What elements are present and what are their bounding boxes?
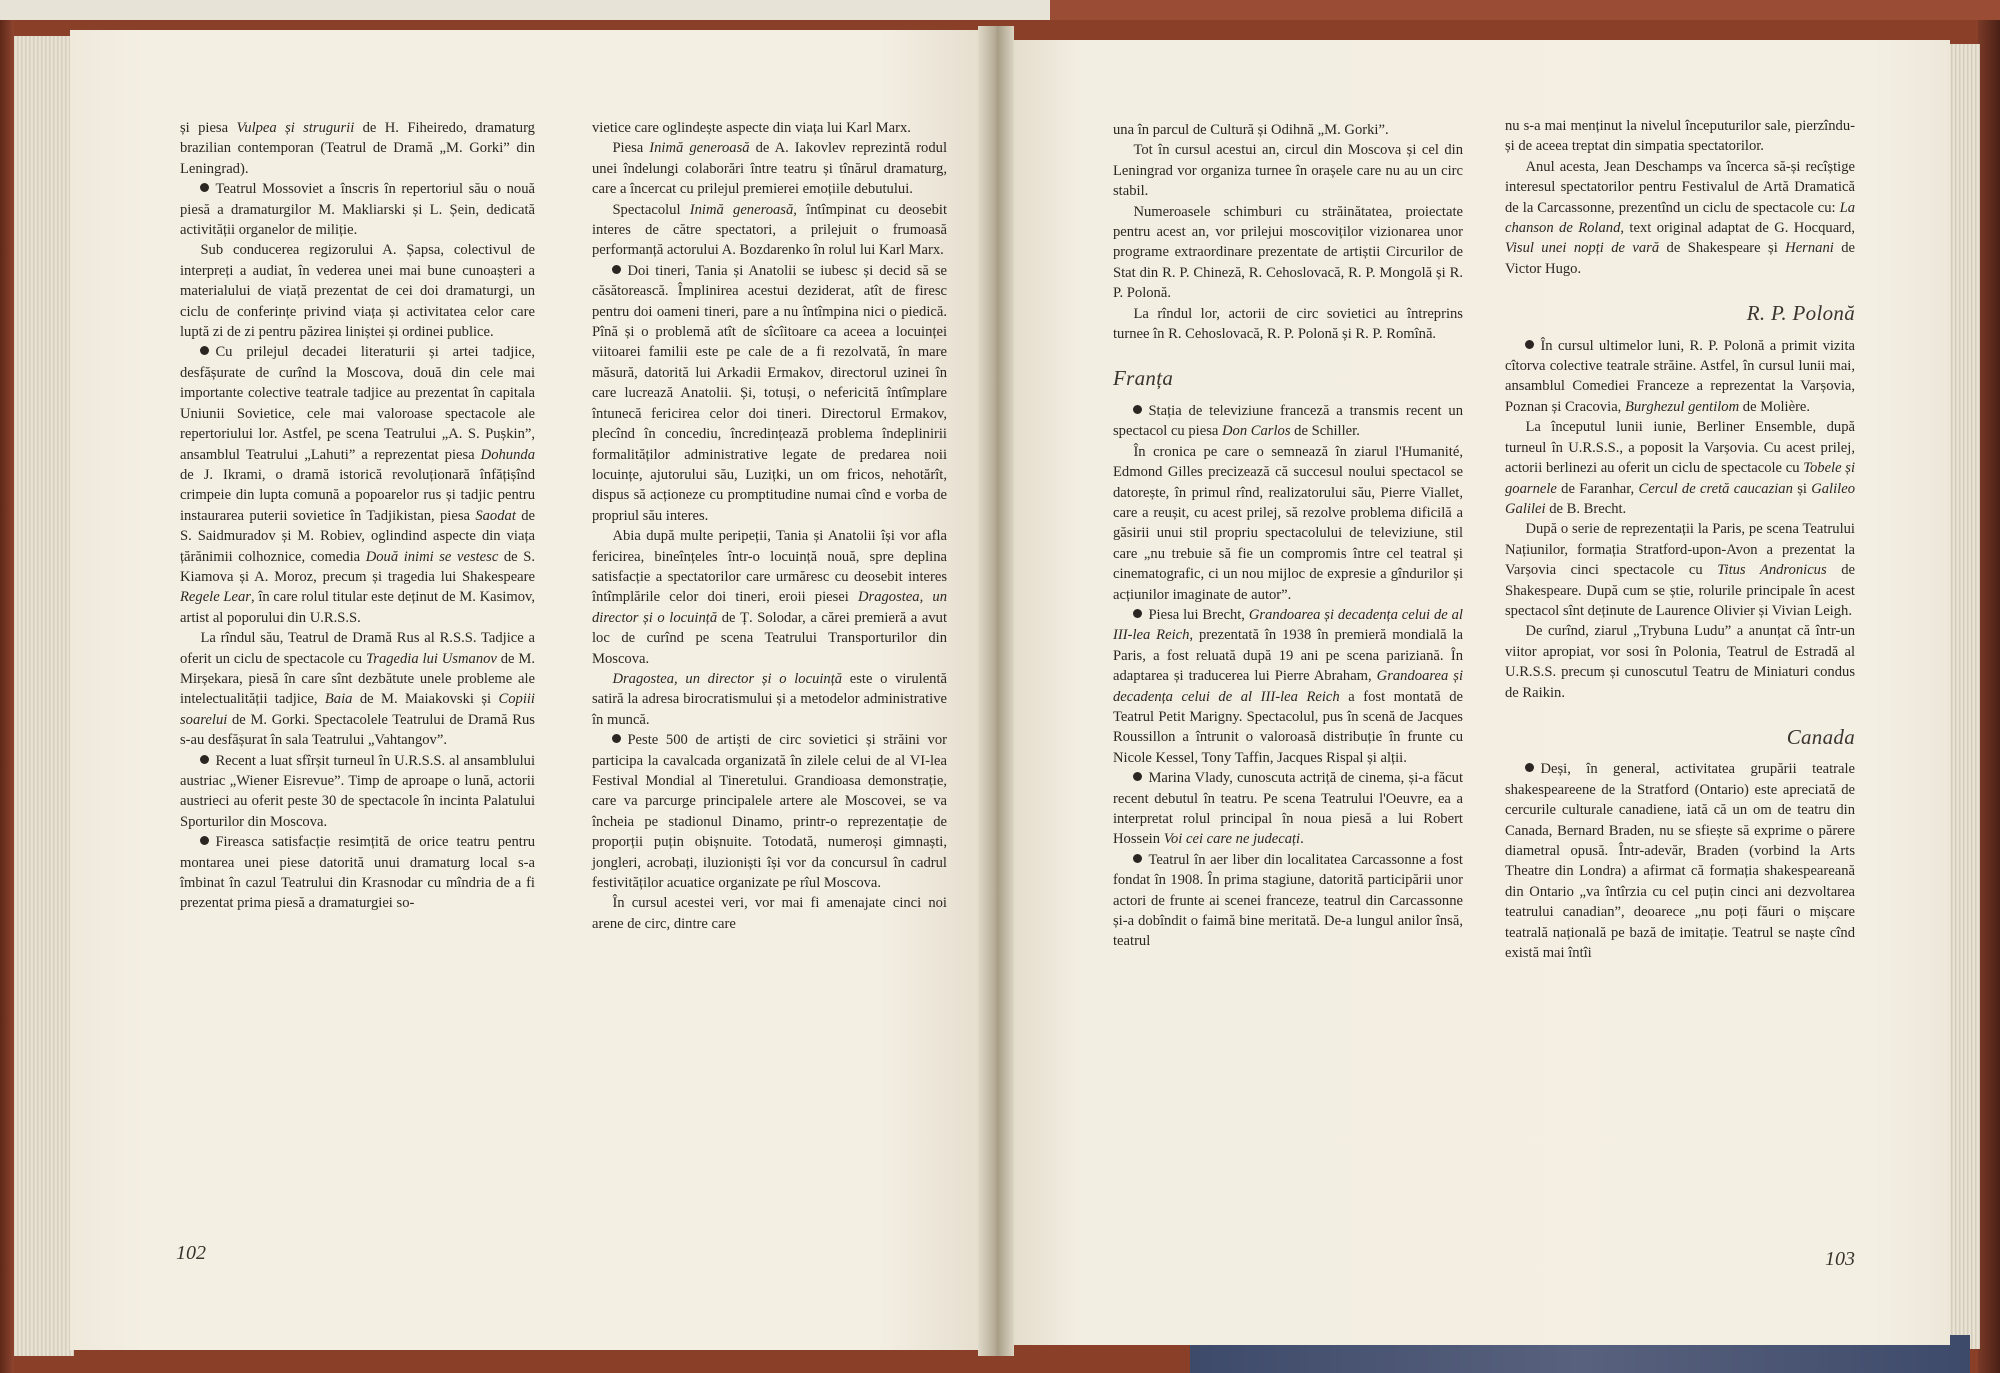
- paragraph: La rîndul lor, actorii de circ sovietici au întreprins turnee în R. Cehoslovacă, R. P. Polonă și R. P. Romînă.: [1113, 305, 1463, 343]
- paragraph: Recent a luat sfîrșit turneul în U.R.S.S. al ansamblului austriac „Wiener Eisrevue”. Timp de aproape o lună, actorii austrieci au oferit peste 30 de spectacole în incinta Palatului Sporturilor din Moscova.: [180, 752, 535, 830]
- paragraph: În cronica pe care o semnează în ziarul l'Humanité, Edmond Gilles precizează că succesul noului spectacol se datorește, în primul rînd, realizatorului său, Pierre Viallet, care a reușit, cu acest prilej, să rezolve problema dificilă a găsirii unui stil propriu spectacolului de televiziune, stil care „nu trebuie să fie un compromis între cel teatral și cinematografic, ci un nou mijloc de expresie a gîndurilor și acțiunilor imaginate de autor”.: [1113, 443, 1463, 603]
- bullet-icon: [1133, 772, 1142, 781]
- paragraph: Sub conducerea regizorului A. Șapsa, colectivul de interpreți a audiat, în vederea unei mai bune cunoașteri a materialului de viață prezentat de cei doi dramaturgi, un ciclu de conferințe privind viața și activitatea celor care luptă zi de zi pentru păzirea liniștei și ordinei publice.: [180, 242, 535, 341]
- paragraph: Cu prilejul decadei literaturii și artei tadjice, desfășurate de curînd la Moscova, două din cele mai importante colective teatrale tadjice au prezentat în capitala Uniunii Sovietice, cele mai valoroase spectacole ale repertoriului lor. Astfel, pe scena Teatrului „A. S. Pușkin”, ansamblul Teatrului „Lahuti” a reprezentat piesa Dohunda de J. Ikrami, o dramă istorică revoluționară înfățișînd crimpeie din lupta comună a popoarelor rus și tadjic pentru instaurarea puterii sovietice în Tadjikistan, piesa Saodat de S. Saidmuradov și M. Robiev, oglindind aspecte din viața țărănimii colhoznice, comedia Două inimi se vestesc de S. Kiamova și A. Moroz, precum și tragedia lui Shakespeare Regele Lear, în care rolul titular este deținut de M. Kasimov, artist al poporului din U.R.S.S.: [180, 344, 535, 626]
- bullet-icon: [200, 183, 209, 192]
- paragraph: Peste 500 de artiști de circ sovietici și străini vor participa la cavalcada organizată în zilele celui de al VI-lea Festival Mondial al Tineretului. Grandioasa demonstrație, care va parcurge principalele artere ale Moscovei, se va încheia pe stadionul Dinamo, printr-o reprezentație de proporții puțin obișnuite. Totodată, numeroși gimnaști, jongleri, acrobați, iluzioniști își vor da concursul în cadrul festivităților acuatice organizate pe rîul Moscova.: [592, 732, 947, 892]
- page-number-left: 102: [176, 1242, 206, 1264]
- bullet-icon: [1133, 405, 1142, 414]
- paragraph: Anul acesta, Jean Deschamps va încerca să-și recîștige interesul spectatorilor pentru Festivalul de Artă Dramatică de la Carcassonne, prezentînd un ciclu de spectacole cu: La chanson de Roland, text original adaptat de G. Hocquard, Visul unei nopți de vară de Shakespeare și Hernani de Victor Hugo.: [1505, 158, 1855, 277]
- paragraph: Teatrul în aer liber din localitatea Carcassonne a fost fondat în 1908. În prima stagiune, datorită participării unor actori de frunte ai scenei franceze, teatrul din Carcassonne și-a dobîndit o faimă bine meritată. De-a lungul anilor însă, teatrul: [1113, 851, 1463, 950]
- paragraph: De curînd, ziarul „Trybuna Ludu” a anunțat că într-un viitor apropiat, vor sosi în Polonia, Teatrul de Estradă al U.R.S.S. precum și cunoscutul Teatru de Miniaturi condus de Raikin.: [1505, 623, 1855, 701]
- cover-right-edge: [1978, 20, 2000, 1373]
- paragraph: Dragostea, un director și o locuință este o virulentă satiră la adresa birocratismului și a metodelor administrative în muncă.: [592, 670, 947, 728]
- left-page: [70, 30, 990, 1350]
- bullet-icon: [1133, 854, 1142, 863]
- paragraph: Deși, în general, activitatea grupării teatrale shakespeareene de la Stratford (Ontario) este apreciată de cercurile culturale canadiene, iată că un om de teatru din Canada, Bernard Braden, nu se sfiește să exprime o părere diametral opusă. Într-adevăr, Braden (vorbind la Arts Theatre din Londra) a afirmat că formația shakespeareană din Ontario „va întîrzia cu cel puțin cinci ani dezvoltarea teatrului canadian”, deoarece „nu poți făuri o mișcare teatrală națională pe bază de imitație. Teatrul se naște cînd există mai întîi: [1505, 761, 1855, 962]
- right-page-column-2: [1505, 116, 1855, 963]
- paragraph: La rîndul său, Teatrul de Dramă Rus al R.S.S. Tadjice a oferit un ciclu de spectacole cu Tragedia lui Usmanov de M. Mirșekara, piesă în care sînt dezbătute unele probleme ale intelectualității tadjice, Baia de M. Maiakovski și Copiii soarelui de M. Gorki. Spectacolele Teatrului de Dramă Rus s-au desfășurat în sala Teatrului „Vahtangov”.: [180, 630, 535, 749]
- paragraph: La începutul lunii iunie, Berliner Ensemble, după turneul în U.R.S.S., a poposit la Varșovia. Cu acest prilej, actorii berlinezi au oferit un ciclu de spectacole cu Tobele și goarnele de Faranhar, Cercul de cretă caucazian și Galileo Galilei de B. Brecht.: [1505, 419, 1856, 517]
- bullet-icon: [1525, 340, 1534, 349]
- left-page-column-2: [592, 118, 947, 934]
- section-heading: R. P. Polonă: [1746, 301, 1855, 326]
- bullet-icon: [200, 346, 209, 355]
- section-heading: Franța: [1113, 366, 1174, 391]
- paragraph: Marina Vlady, cunoscuta actriță de cinema, și-a făcut recent debutul în teatru. Pe scena Teatrului l'Oeuvre, ea a interpretat rolul principal în noua piesă a lui Robert Hossein Voi cei care ne judecați.: [1113, 770, 1463, 848]
- paragraph: vietice care oglindește aspecte din viața lui Karl Marx.: [592, 120, 911, 136]
- right-page-column-1: [1113, 120, 1463, 952]
- paragraph: Spectacolul Inimă generoasă, întîmpinat cu deosebit interes de către spectatori, a prilejuit o frumoasă performanță actorului A. Bozdarenko în rolul lui Karl Marx.: [592, 201, 948, 259]
- paragraph: Doi tineri, Tania și Anatolii se iubesc și decid să se căsătorească. Împlinirea acestui deziderat, atît de firesc pentru doi oameni tineri, pare a nu întîmpina nici o piedică. Pînă și o problemă atît de sîcîitoare ca aceea a locuinței viitoarei familii este pe cale de a fi rezolvată, în mare măsură, datorită lui Arkadii Ermakov, directorul uzinei în care lucrează Anatolii. Și, totuși, o nefericită întîmplare întunecă fericirea celor doi tineri. Directorul Ermakov, plecînd în concediu, încredințează problema îndeplinirii formalităților administrative legate de predarea noii locuințe, ajutorului său, Luzițki, un om fricos, nehotărît, dispus să acționeze cu promptitudine numai cînd e vorba de propriul său interes.: [592, 262, 947, 524]
- left-page-column-1: [180, 118, 535, 914]
- paragraph: nu s-a mai menținut la nivelul începuturilor sale, pierzîndu-și de aceea treptat din simpatia spectatorilor.: [1505, 118, 1855, 155]
- paragraph: În cursul acestei veri, vor mai fi amenajate cinci noi arene de circ, dintre care: [592, 895, 947, 932]
- paragraph: Piesa Inimă generoasă de A. Iakovlev reprezintă rodul unei îndelungi colaborări între teatru și tînărul dramaturg, care a încercat cu prilejul premierei emoțiile debutului.: [592, 140, 948, 198]
- bullet-icon: [612, 265, 621, 274]
- right-page: [1005, 40, 1950, 1345]
- page-number-right: 103: [1825, 1248, 1855, 1270]
- bullet-icon: [200, 836, 209, 845]
- paragraph: Numeroasele schimburi cu străinătatea, proiectate pentru acest an, vor prilejui moscoviților vizionarea unor programe extraordinare prezentate de artiștii Circurilor de Stat din R. P. Chineză, R. Cehoslovacă, R. P. Mongolă și R. P. Polonă.: [1113, 203, 1463, 302]
- book-gutter: [978, 26, 1014, 1356]
- bullet-icon: [612, 734, 621, 743]
- paragraph: Stația de televiziune franceză a transmis recent un spectacol cu piesa Don Carlos de Schiller.: [1113, 402, 1463, 440]
- section-heading: Canada: [1786, 724, 1855, 749]
- paragraph: Abia după multe peripeții, Tania și Anatolii își vor afla fericirea, bineînțeles într-o locuință nouă, spre deplina satisfacție a spectatorilor care urmăresc cu deosebit interes întîmplările celor doi tineri, eroii piesei Dragostea, un director și o locuință de Ț. Solodar, a cărei premieră a avut loc de curînd pe scena Teatrului Transporturilor din Moscova.: [592, 528, 948, 667]
- paragraph: una în parcul de Cultură și Odihnă „M. Gorki”.: [1113, 122, 1389, 138]
- paragraph: Teatrul Mossoviet a înscris în repertoriul său o nouă piesă a dramaturgilor M. Makliarski și L. Șein, dedicată activității organelor de miliție.: [180, 181, 535, 239]
- left-page-stack: [14, 36, 74, 1356]
- paragraph: Piesa lui Brecht, Grandoarea și decadența celui de al III-lea Reich, prezentată în 1938 în premieră mondială la Paris, a fost reluată după 19 ani pe scena pariziană. În adaptarea și traducerea lui Pierre Abraham, Grandoarea și decadența celui de al III-lea Reich a fost montată de Teatrul Petit Marigny. Spectacolul, pus în scenă de Jacques Roussillon a întrunit o valoroasă distribuție în frunte cu Nicole Kessel, Tony Taffin, Jacques Rispal și alții.: [1113, 606, 1464, 766]
- paragraph: Fireasca satisfacție resimțită de orice teatru pentru montarea unei piese datorită unui dramaturg local s-a îmbinat în cazul Teatrului din Krasnodar cu mîndria de a fi prezentat prima piesă a dramaturgiei so-: [180, 834, 535, 912]
- cover-left-edge: [0, 20, 14, 1373]
- paragraph: După o serie de reprezentații la Paris, pe scena Teatrului Națiunilor, formația Stratford-upon-Avon a prezentat la Varșovia cinci spectacole cu Titus Andronicus de Shakespeare. După cum se știe, rolurile principale în acest spectacol sînt deținute de Laurence Olivier și Vivian Leigh.: [1505, 521, 1856, 619]
- paragraph: și piesa Vulpea și strugurii de H. Fiheiredo, dramaturg brazilian contemporan (Teatrul de Dramă „M. Gorki” din Leningrad).: [180, 120, 535, 177]
- bullet-icon: [1133, 609, 1142, 618]
- bullet-icon: [1525, 763, 1534, 772]
- paragraph: Tot în cursul acestui an, circul din Moscova și cel din Leningrad vor organiza turnee în orașele care nu au un circ stabil.: [1113, 142, 1463, 200]
- paragraph: În cursul ultimelor luni, R. P. Polonă a primit vizita cîtorva colective teatrale străine. Astfel, în cursul lunii mai, ansamblul Comediei Franceze a reprezentat la Varșovia, Poznan și Cracovia, Burghezul gentilom de Molière.: [1505, 337, 1855, 415]
- bullet-icon: [200, 755, 209, 764]
